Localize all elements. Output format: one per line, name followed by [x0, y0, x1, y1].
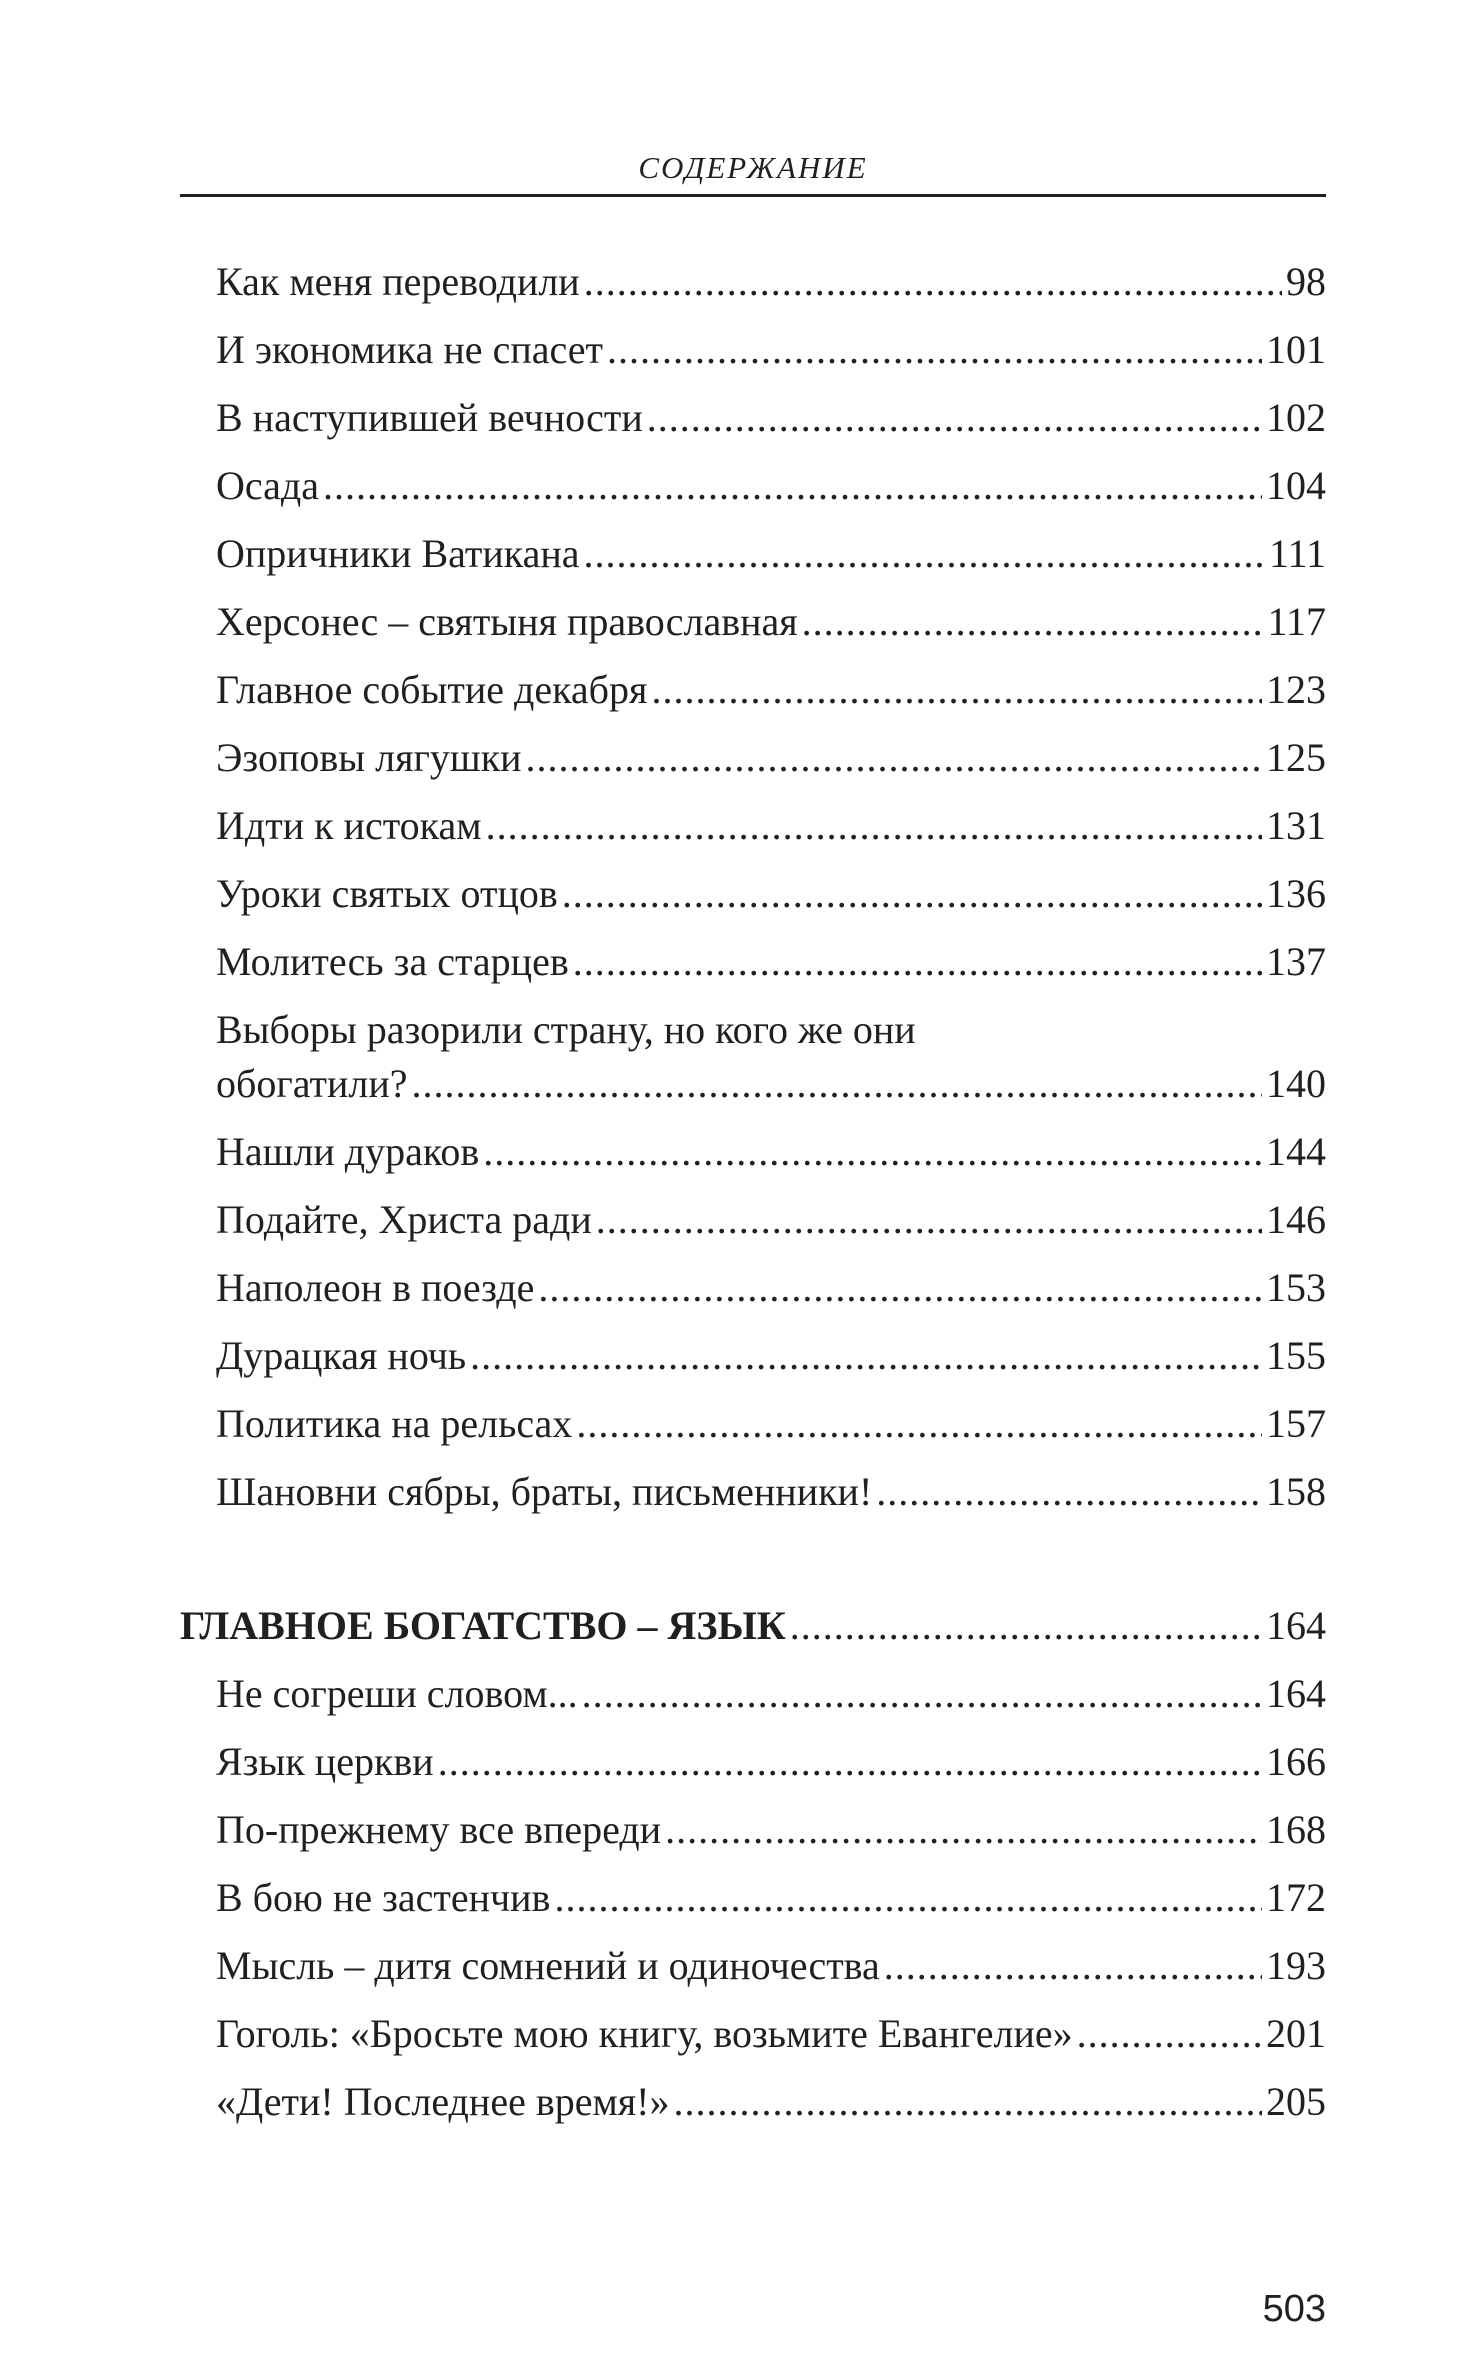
- dot-leader: [486, 792, 1262, 860]
- toc-entry-title: «Дети! Последнее время!»: [216, 2079, 670, 2124]
- toc-entry-title: В бою не застенчив: [216, 1875, 551, 1920]
- toc-entry-page: 164: [1266, 1671, 1326, 1716]
- toc-entry-page: 104: [1266, 463, 1326, 508]
- dot-leader: [674, 2068, 1263, 2136]
- toc-entry-page: 144: [1266, 1129, 1326, 1174]
- toc-entry-title: Опричники Ватикана: [216, 531, 580, 576]
- toc-entry-page: 102: [1266, 395, 1326, 440]
- toc-entry-title-line2: обогатили?: [216, 1061, 408, 1106]
- toc-entry-title: Осада: [216, 463, 319, 508]
- dot-leader: [647, 384, 1262, 452]
- toc-entry[interactable]: [180, 2000, 1326, 2068]
- dot-leader: [576, 1390, 1262, 1458]
- toc-entry-page: 172: [1266, 1875, 1326, 1920]
- toc-entry-page: 193: [1266, 1943, 1326, 1988]
- table-of-contents: [180, 248, 1326, 2136]
- toc-entry[interactable]: [180, 2068, 1326, 2136]
- toc-entry[interactable]: [180, 1186, 1326, 1254]
- toc-entry[interactable]: [180, 656, 1326, 724]
- toc-entry-page: 168: [1266, 1807, 1326, 1852]
- toc-entry-title: Язык церкви: [216, 1739, 434, 1784]
- toc-entry-title: Политика на рельсах: [216, 1401, 573, 1446]
- dot-leader: [584, 520, 1265, 588]
- running-head: СОДЕРЖАНИЕ: [638, 150, 868, 185]
- dot-leader: [323, 452, 1262, 520]
- toc-entry-page: 140: [1266, 1061, 1326, 1106]
- dot-leader: [1077, 2000, 1262, 2068]
- dot-leader: [802, 588, 1264, 656]
- toc-entry[interactable]: [180, 792, 1326, 860]
- toc-entry[interactable]: [180, 384, 1326, 452]
- toc-entry[interactable]: [180, 928, 1326, 996]
- toc-entry-page: 158: [1266, 1469, 1326, 1514]
- toc-entry-page: 131: [1266, 803, 1326, 848]
- toc-entry-title: Главное событие декабря: [216, 667, 648, 712]
- toc-entry-page: 111: [1268, 531, 1326, 576]
- toc-entry-page: 146: [1266, 1197, 1326, 1242]
- toc-entry[interactable]: [180, 1728, 1326, 1796]
- toc-entry[interactable]: [180, 1458, 1326, 1526]
- toc-entry-title: Наполеон в поезде: [216, 1265, 535, 1310]
- dot-leader: [876, 1458, 1262, 1526]
- dot-leader: [584, 248, 1282, 316]
- dot-leader: [651, 656, 1262, 724]
- dot-leader: [573, 928, 1262, 996]
- toc-entry-page: 117: [1267, 599, 1326, 644]
- toc-entry-title: Как меня переводили: [216, 259, 580, 304]
- toc-entry-page: 137: [1266, 939, 1326, 984]
- dot-leader: [538, 1254, 1262, 1322]
- dot-leader: [562, 860, 1262, 928]
- toc-entry-page: 101: [1266, 327, 1326, 372]
- toc-entry[interactable]: [180, 316, 1326, 384]
- toc-entry-title: Мысль – дитя сомнений и одиночества: [216, 1943, 880, 1988]
- toc-entry[interactable]: [180, 1864, 1326, 1932]
- toc-entry[interactable]: [180, 860, 1326, 928]
- toc-entry[interactable]: [180, 520, 1326, 588]
- dot-leader: [483, 1118, 1262, 1186]
- toc-entry[interactable]: [180, 1322, 1326, 1390]
- header-rule: [180, 194, 1326, 197]
- toc-entry-page: 153: [1266, 1265, 1326, 1310]
- toc-entry-title: Нашли дураков: [216, 1129, 480, 1174]
- toc-entry[interactable]: [180, 248, 1326, 316]
- toc-entry-wrapped[interactable]: [180, 996, 1326, 1118]
- dot-leader: [411, 1050, 1262, 1118]
- toc-entry-page: 166: [1266, 1739, 1326, 1784]
- page-number: 503: [1262, 2288, 1326, 2330]
- dot-leader: [526, 724, 1262, 792]
- dot-leader: [884, 1932, 1262, 2000]
- toc-entry-page: 125: [1266, 735, 1326, 780]
- toc-entry-page: 157: [1266, 1401, 1326, 1446]
- toc-entry-title-line1: Выборы разорили страну, но кого же они: [216, 1007, 916, 1052]
- dot-leader: [790, 1592, 1262, 1660]
- toc-entry-page: 136: [1266, 871, 1326, 916]
- toc-entry-title: Шановни сябры, браты, письменники!: [216, 1469, 873, 1514]
- toc-entry-title: Идти к истокам: [216, 803, 482, 848]
- toc-entry-title: Херсонес – святыня православная: [216, 599, 798, 644]
- dot-leader: [438, 1728, 1262, 1796]
- section-title: ГЛАВНОЕ БОГАТСТВО – ЯЗЫК: [180, 1603, 786, 1648]
- toc-entry[interactable]: [180, 1796, 1326, 1864]
- toc-entry-title: В наступившей вечности: [216, 395, 643, 440]
- dot-leader: [582, 1660, 1262, 1728]
- toc-entry-title: И экономика не спасет: [216, 327, 603, 372]
- dot-leader: [470, 1322, 1262, 1390]
- dot-leader: [554, 1864, 1262, 1932]
- toc-entry-title: По-прежнему все впереди: [216, 1807, 662, 1852]
- section-page: 164: [1266, 1603, 1326, 1648]
- toc-entry-page: 201: [1266, 2011, 1326, 2056]
- toc-entry[interactable]: [180, 724, 1326, 792]
- toc-entry-page: 98: [1286, 259, 1326, 304]
- dot-leader: [607, 316, 1262, 384]
- dot-leader: [665, 1796, 1262, 1864]
- toc-entry-title: Молитесь за старцев: [216, 939, 569, 984]
- toc-section-heading[interactable]: [180, 1592, 1326, 1660]
- toc-entry-title: Уроки святых отцов: [216, 871, 558, 916]
- toc-entry[interactable]: [180, 1660, 1326, 1728]
- toc-entry[interactable]: [180, 452, 1326, 520]
- toc-entry[interactable]: [180, 1932, 1326, 2000]
- toc-entry-title: Дурацкая ночь: [216, 1333, 467, 1378]
- toc-entry-second-line: [216, 1050, 1326, 1118]
- toc-entry[interactable]: [180, 1118, 1326, 1186]
- toc-entry-title: Не согреши словом...: [216, 1671, 578, 1716]
- toc-entry-page: 123: [1266, 667, 1326, 712]
- dot-leader: [596, 1186, 1262, 1254]
- toc-entry-title: Подайте, Христа ради: [216, 1197, 592, 1242]
- toc-entry[interactable]: [180, 588, 1326, 656]
- toc-entry-title: Эзоповы лягушки: [216, 735, 522, 780]
- toc-entry[interactable]: [180, 1254, 1326, 1322]
- toc-entry[interactable]: [180, 1390, 1326, 1458]
- toc-entry-title: Гоголь: «Бросьте мою книгу, возьмите Евангелие»: [216, 2011, 1073, 2056]
- toc-entry-page: 155: [1266, 1333, 1326, 1378]
- toc-entry-page: 205: [1266, 2079, 1326, 2124]
